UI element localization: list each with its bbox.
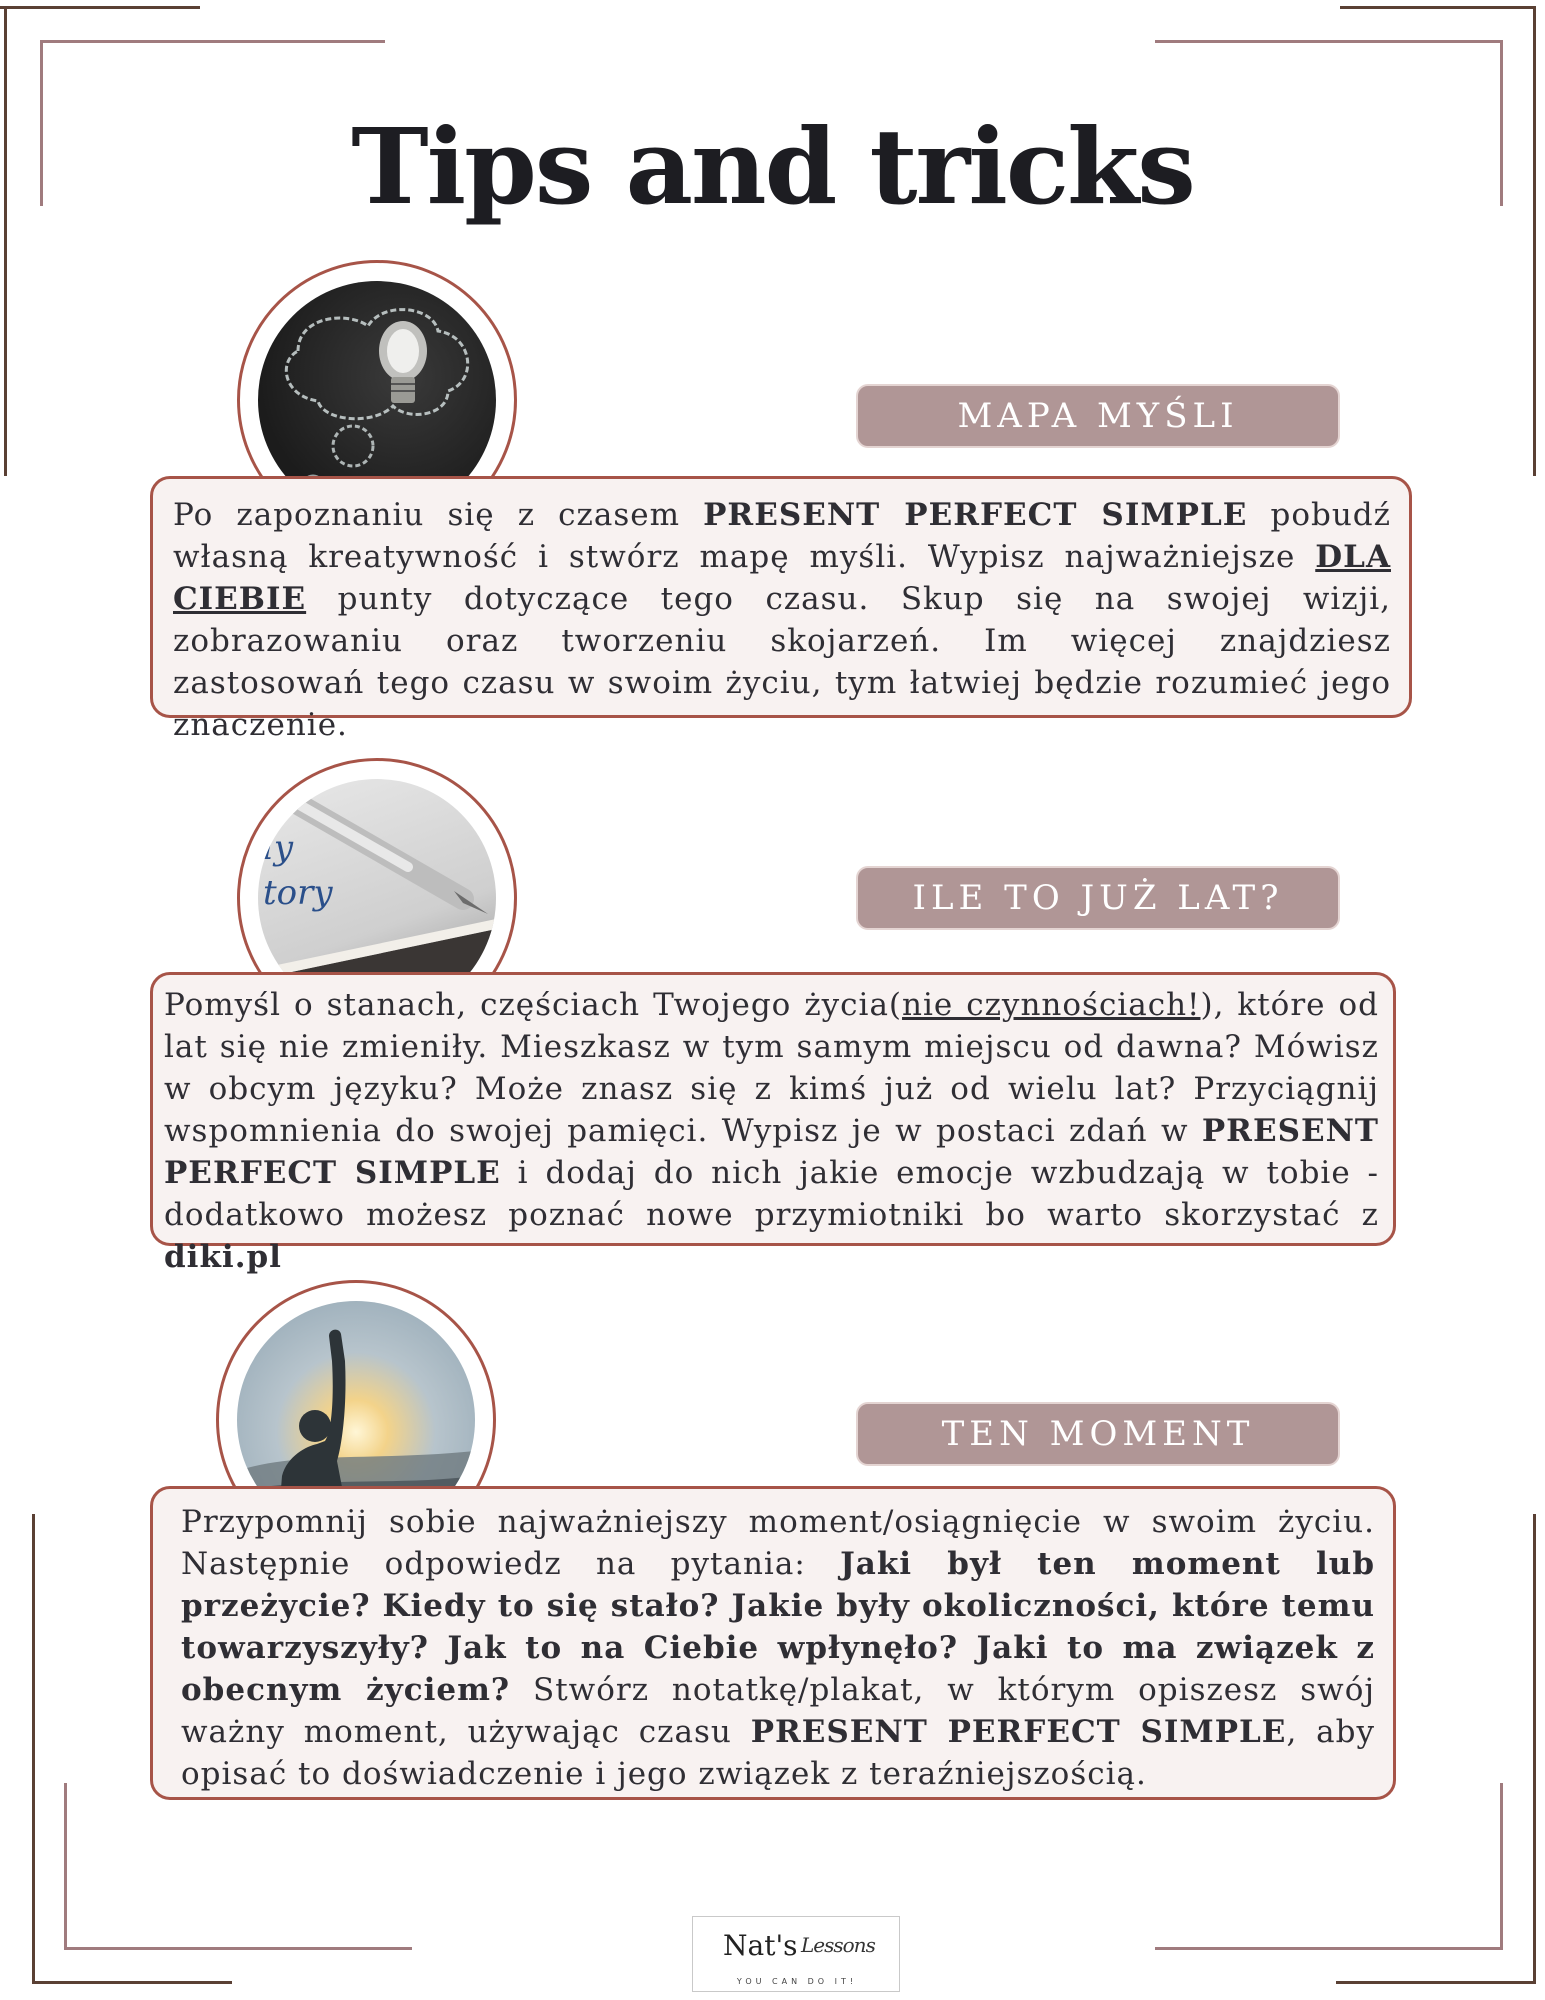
section-1-heading: MAPA MYŚLI — [856, 384, 1340, 448]
frame-bottom-left-horizontal-rose — [64, 1947, 412, 1950]
section-1-text-box — [150, 476, 1412, 743]
section-2-text-c: ), które od lat się nie zmieniły. Mieszkasz w tym samym miejscu od dawna? Mówisz w obcym języku? Może znasz się z kimś już od wielu lat? Przyciągnij wspomnienia do swojej pamięci. Wypisz je w postaci zdań w — [164, 987, 1379, 1149]
frame-top-right-horizontal-dark — [1340, 6, 1536, 9]
section-1-text-e: punty dotyczące tego czasu. Skup się na swojej wizji, zobrazowaniu oraz tworzeniu skojarzeń. Im więcej znajdziesz zastosowań tego czasu w swoim życiu, tym łatwiej będzie rozumieć jego znaczenie. — [173, 581, 1391, 743]
section-3-text-box — [150, 1486, 1396, 1800]
frame-bottom-right-vertical-rose — [1500, 1783, 1503, 1949]
section-2-heading: ILE TO JUŻ LAT? — [856, 866, 1340, 930]
section-3-text-c: Stwórz notatkę/plakat, w którym opiszesz swój ważny moment, używając czasu — [181, 1672, 1375, 1750]
section-1-text-b: PRESENT PERFECT SIMPLE — [703, 497, 1248, 533]
page-title: Tips and tricks — [351, 105, 1194, 228]
section-3-text-e: , aby opisać to doświadczenie i jego związek z teraźniejszością. — [181, 1714, 1375, 1792]
section-3-text-d: PRESENT PERFECT SIMPLE — [750, 1714, 1287, 1750]
section-1-text-a: Po zapoznaniu się z czasem — [173, 497, 704, 533]
logo-tagline: YOU CAN DO IT! — [736, 1977, 858, 1986]
frame-top-left-horizontal-dark — [0, 6, 200, 9]
section-1-text-c: pobudź własną kreatywność i stwórz mapę myśli. Wypisz najważniejsze — [173, 497, 1391, 575]
section-1-text-d: DLA CIEBIE — [173, 539, 1391, 617]
frame-top-right-vertical-dark — [1533, 6, 1536, 476]
frame-bottom-left-vertical-rose — [64, 1783, 67, 1949]
frame-top-left-horizontal-rose — [40, 40, 385, 43]
frame-bottom-left-vertical-dark — [32, 1514, 35, 1984]
section-2-text-d: PRESENT PERFECT SIMPLE — [164, 1113, 1379, 1191]
frame-bottom-right-vertical-dark — [1533, 1514, 1536, 1984]
nats-lessons-logo — [692, 1916, 900, 1992]
section-2-text-b: nie czynnościach! — [902, 987, 1201, 1023]
frame-bottom-right-horizontal-rose — [1155, 1947, 1503, 1950]
frame-top-right-horizontal-rose — [1155, 40, 1503, 43]
section-2-text-box — [150, 972, 1396, 1275]
frame-bottom-right-horizontal-dark — [1336, 1981, 1536, 1984]
frame-bottom-left-horizontal-dark — [32, 1981, 232, 1984]
section-3-text-a: Przypomnij sobie najważniejszy moment/osiągnięcie w swoim życiu. Następnie odpowiedz na pytania: — [181, 1504, 1375, 1582]
section-2-text-f: diki.pl — [164, 1239, 282, 1275]
logo-script: Lessons — [801, 1933, 875, 1957]
frame-top-left-vertical-dark — [4, 6, 7, 476]
section-2-text-a: Pomyśl o stanach, częściach Twojego życia( — [164, 987, 903, 1023]
section-3-heading: TEN MOMENT — [856, 1402, 1340, 1466]
svg-text:tory: tory — [263, 873, 333, 913]
svg-text:ly: ly — [263, 828, 294, 868]
logo-name: Nat's — [723, 1929, 798, 1962]
section-3-text-b: Jaki był ten moment lub przeżycie? Kiedy to się stało? Jakie były okoliczności, które temu towarzyszyły? Jak to na Ciebie wpłynęło? Jaki to ma związek z obecnym życiem? — [181, 1546, 1376, 1708]
section-2-text-e: i dodaj do nich jakie emocje wzbudzają w tobie - dodatkowo możesz poznać nowe przymiotniki bo warto skorzystać z — [164, 1155, 1379, 1233]
